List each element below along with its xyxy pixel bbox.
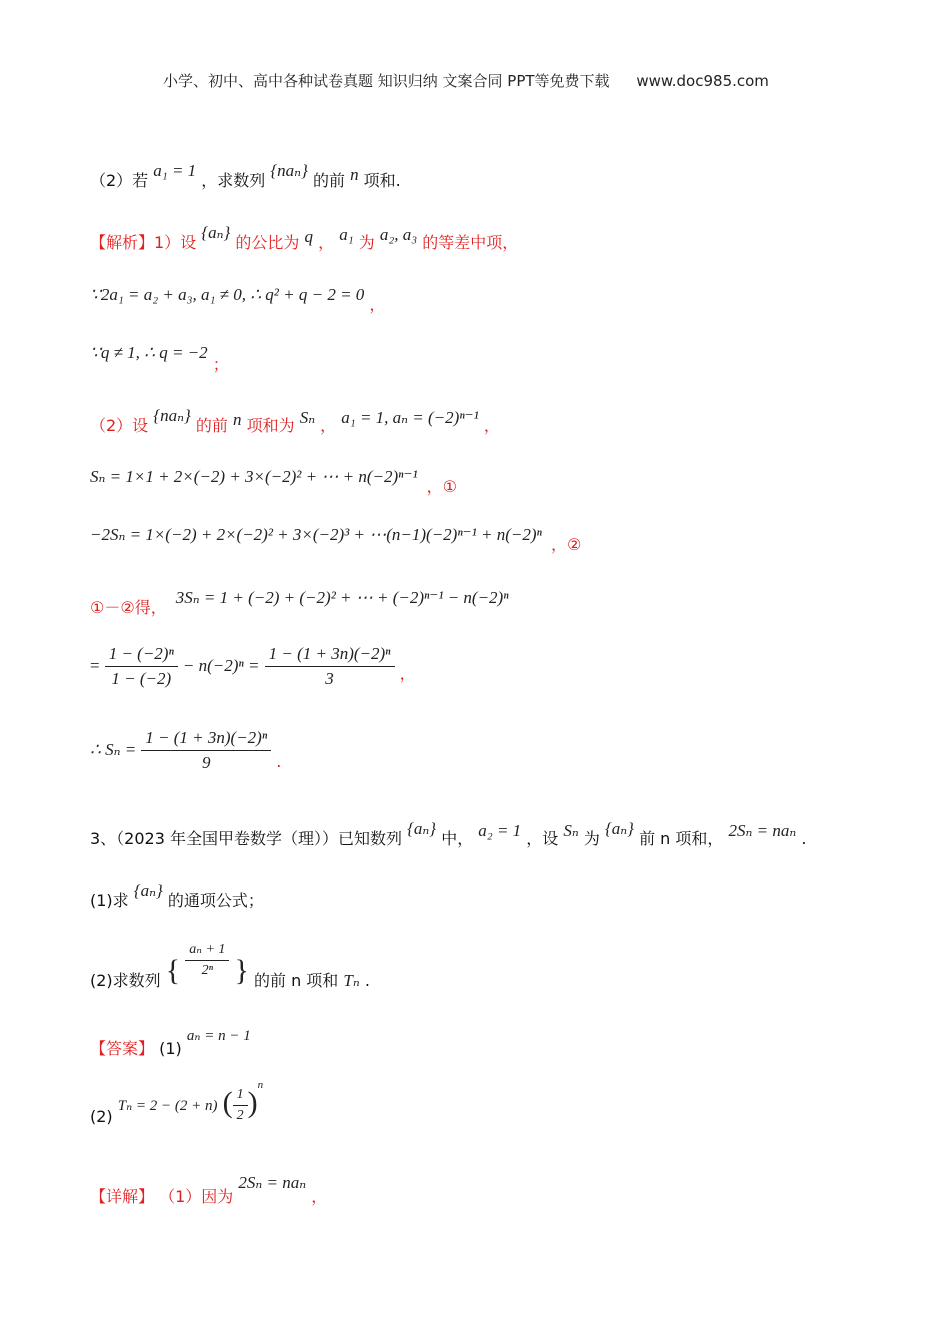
analysis-p2d: ， (320, 416, 337, 435)
q3-seq2: {aₙ} (604, 819, 634, 838)
analysis-part2 (90, 406, 500, 436)
analysis-eq1-math: ∵2a₁ = a₂ + a₃, a₁ ≠ 0, ∴ q² + q − 2 = 0 (90, 285, 365, 304)
analysis-p2-n: n (232, 410, 242, 429)
q3-s2-fraction (185, 941, 229, 979)
q3-s1-seq: {aₙ} (133, 881, 163, 900)
answer-2-num: 1 (233, 1087, 248, 1106)
detail-eq: 2Sₙ = naₙ (238, 1173, 307, 1192)
header-url[interactable]: www.doc985.com (636, 72, 769, 90)
analysis-p2-seq: {naₙ} (153, 406, 191, 425)
sum-eq1-math: Sₙ = 1×1 + 2×(−2) + 3×(−2)² + ⋯ + n(−2)ⁿ⁻¹ (90, 467, 418, 486)
analysis-p2-end: ， (483, 416, 500, 435)
answer-2-eq: Tₙ = 2 − (2 + n) (117, 1098, 218, 1114)
q3-c: ，设 (526, 829, 559, 848)
q3-end: . (801, 829, 807, 848)
sum-eq2-math: −2Sₙ = 1×(−2) + 2×(−2)² + 3×(−2)³ + ⋯(n−1)(−2)ⁿ⁻¹ + n(−2)ⁿ (90, 525, 542, 544)
sum-eq2-end: ，② (550, 535, 582, 554)
fraction-1 (105, 644, 178, 689)
q3-condition: a₂ = 1 (478, 821, 522, 840)
result-num: 1 − (1 + 3n)(−2)ⁿ (141, 728, 271, 751)
fraction-1-num: 1 − (−2)ⁿ (105, 644, 178, 667)
q3-eq: 2Sₙ = naₙ (728, 821, 797, 840)
answer-2-den: 2 (236, 1108, 244, 1123)
result-end: . (276, 752, 282, 771)
q3-subquestion-1 (90, 881, 264, 911)
q3-s2-rbrace: } (234, 954, 249, 987)
fraction-2 (265, 644, 395, 689)
question-part2 (90, 161, 401, 191)
answer-1 (90, 1022, 251, 1058)
answer-1-label: (1) (159, 1039, 182, 1058)
difference-eq: 3Sₙ = 1 + (−2) + (−2)² + ⋯ + (−2)ⁿ⁻¹ − n(−2)ⁿ (175, 588, 509, 607)
answer-2-exp: n (257, 1079, 264, 1091)
q3-subquestion-2 (90, 938, 370, 990)
fraction-1-den: 1 − (−2) (111, 669, 172, 688)
analysis-l1e: 的等差中项， (422, 233, 519, 252)
header-text: 小学、初中、高中各种试卷真题 知识归纳 文案合同 PPT等免费下载 (163, 72, 610, 90)
difference-line (90, 585, 509, 617)
result-den: 9 (201, 753, 211, 772)
q3-s2-num: aₙ + 1 (185, 941, 229, 961)
fraction-2-num: 1 − (1 + 3n)(−2)ⁿ (265, 644, 395, 667)
result-lhs: ∴ Sₙ = (90, 740, 137, 759)
analysis-l1-a1: a₁ (339, 225, 354, 244)
analysis-p2b: 的前 (195, 416, 228, 435)
q3-d: 为 (583, 829, 600, 848)
analysis-line1 (90, 223, 519, 253)
analysis-tag: 【解析】 (90, 233, 155, 252)
part2-mid2: 的前 (312, 171, 345, 190)
analysis-p2-eq: a₁ = 1, aₙ = (−2)ⁿ⁻¹ (341, 408, 479, 427)
analysis-eq2 (90, 340, 229, 374)
analysis-l1-q: q (304, 227, 313, 246)
q3-s2-T: Tₙ (343, 971, 360, 990)
part2-suffix: 项和. (363, 171, 401, 190)
answer-tag: 【答案】 (90, 1039, 155, 1058)
analysis-l1-a23: a₂, a₃ (379, 225, 418, 244)
question-3 (90, 819, 807, 849)
analysis-l1-seq: {aₙ} (201, 223, 231, 242)
answer-2-label: (2) (90, 1107, 113, 1126)
analysis-l1c: ， (318, 233, 335, 252)
analysis-p2a: （2）设 (90, 416, 149, 435)
part2-prefix: （2）若 (90, 171, 149, 190)
result-line (90, 728, 281, 773)
detail-line (90, 1170, 328, 1206)
fraction-line (90, 644, 416, 689)
q3-S: Sₙ (563, 821, 579, 840)
analysis-p2-S: Sₙ (299, 408, 316, 427)
sum-equation-2 (90, 522, 582, 554)
q3-s1-a: (1)求 (90, 891, 129, 910)
answer-1-eq: aₙ = n − 1 (186, 1028, 251, 1044)
analysis-eq2-math: ∵q ≠ 1, ∴ q = −2 (90, 343, 208, 362)
q3-s2-den: 2ⁿ (201, 962, 214, 978)
analysis-l1b: 的公比为 (235, 233, 300, 252)
part2-condition: a₁ = 1 (153, 161, 197, 180)
detail-end: ， (311, 1187, 328, 1206)
sum-eq1-end: ，① (426, 477, 458, 496)
analysis-eq1 (90, 282, 386, 314)
q3-s1-b: 的通项公式； (167, 891, 264, 910)
part2-n: n (350, 165, 359, 184)
result-fraction (141, 728, 271, 773)
q3-b: 中， (441, 829, 474, 848)
analysis-p2c: 项和为 (246, 416, 295, 435)
answer-2 (90, 1079, 264, 1126)
part2-sequence: {naₙ} (270, 161, 308, 180)
q3-e: 前 n 项和， (639, 829, 724, 848)
analysis-eq2-end: ； (212, 355, 229, 374)
fraction-mid: − n(−2)ⁿ = (182, 656, 260, 675)
q3-intro: 3、（2023 年全国甲卷数学（理））已知数列 (90, 829, 402, 848)
fraction-end: ， (399, 664, 416, 683)
difference-label: ①－②得， (90, 598, 167, 617)
detail-tag: 【详解】 (90, 1187, 155, 1206)
answer-2-lparen: ( (222, 1086, 233, 1119)
q3-s2-a: (2)求数列 (90, 971, 161, 990)
fraction-eq-sign: = (90, 656, 100, 675)
page-header (163, 70, 769, 91)
q3-s2-end: . (364, 971, 370, 990)
analysis-l1d: 为 (358, 233, 375, 252)
analysis-l1a: 1）设 (154, 233, 197, 252)
q3-s2-b: 的前 n 项和 (253, 971, 339, 990)
part2-mid: ，求数列 (201, 171, 266, 190)
sum-equation-1 (90, 464, 458, 496)
answer-2-fraction (233, 1087, 248, 1124)
q3-seq: {aₙ} (407, 819, 437, 838)
answer-2-rparen: ) (247, 1086, 258, 1119)
analysis-eq1-end: ， (369, 295, 386, 314)
q3-s2-lbrace: { (165, 954, 181, 987)
fraction-2-den: 3 (325, 669, 334, 688)
detail-a: （1）因为 (159, 1187, 234, 1206)
